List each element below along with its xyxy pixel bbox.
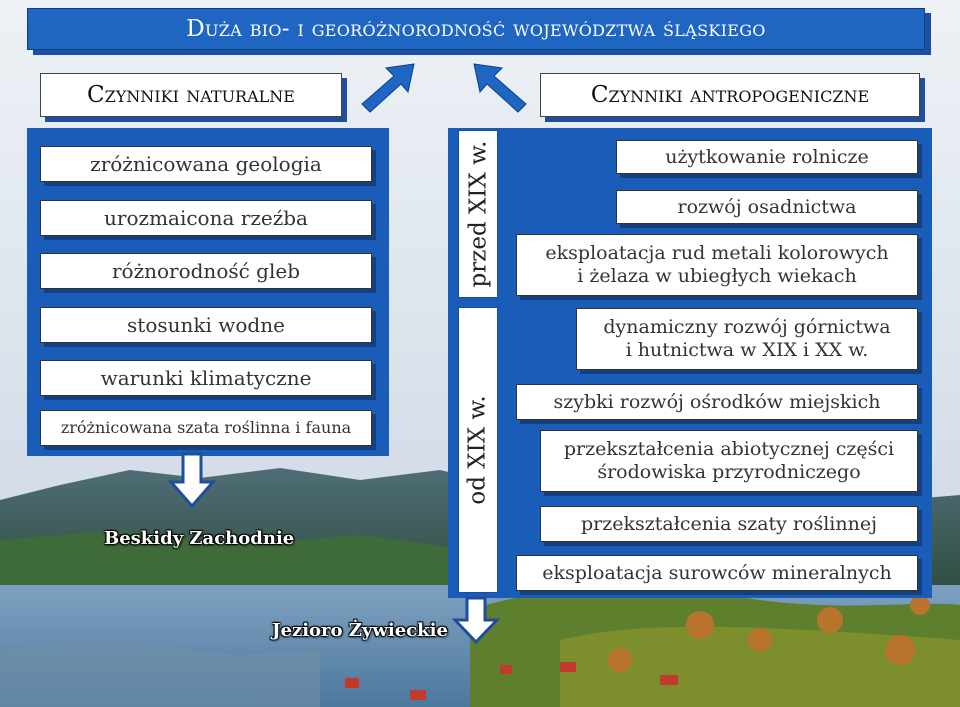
natural-factors-header: Czynniki naturalne — [40, 73, 342, 117]
natural-factor-item: zróżnicowana geologia — [40, 146, 372, 182]
anthropogenic-factor-item: eksploatacja surowców mineralnych — [516, 555, 918, 591]
anthropogenic-factor-item — [516, 234, 918, 296]
caption-mountains: Beskidy Zachodnie — [104, 528, 295, 549]
item-line: przekształcenia abiotycznej części — [563, 438, 895, 461]
natural-factor-item: stosunki wodne — [40, 307, 372, 343]
period-before-text: przed XIX w. — [465, 140, 491, 288]
period-after-label — [458, 307, 498, 593]
anthropogenic-factor-item: rozwój osadnictwa — [616, 190, 918, 224]
anthropogenic-factors-header: Czynniki antropogeniczne — [540, 73, 920, 117]
period-after-text: od XIX w. — [465, 395, 492, 505]
arrow-down-icon — [168, 452, 216, 510]
caption-lake: Jezioro Żywieckie — [272, 620, 448, 641]
anthropogenic-factor-item: szybki rozwój ośrodków miejskich — [516, 384, 918, 420]
anthropogenic-factor-item: przekształcenia szaty roślinnej — [540, 506, 918, 542]
item-line: środowiska przyrodniczego — [597, 461, 861, 483]
item-line: dynamiczny rozwój górnictwa — [603, 316, 891, 339]
anthropogenic-factor-item — [540, 430, 918, 492]
natural-factor-item: urozmaicona rzeźba — [40, 200, 372, 236]
diagram-title: Duża bio- i georóżnorodność województwa śląskiego — [27, 8, 925, 50]
natural-factor-item: różnorodność gleb — [40, 253, 372, 289]
arrow-up-left-icon — [470, 60, 530, 116]
arrow-up-right-icon — [358, 60, 418, 116]
item-line: eksploatacja rud metali kolorowych — [545, 242, 889, 265]
arrow-down-icon — [452, 596, 500, 646]
natural-factor-item: zróżnicowana szata roślinna i fauna — [40, 410, 372, 446]
item-line: i żelaza w ubiegłych wiekach — [577, 265, 857, 287]
anthropogenic-factor-item: użytkowanie rolnicze — [616, 140, 918, 174]
natural-factor-item: warunki klimatyczne — [40, 360, 372, 396]
period-before-label — [458, 130, 498, 298]
item-line: i hutnictwa w XIX i XX w. — [625, 339, 869, 361]
anthropogenic-factor-item — [576, 308, 918, 370]
